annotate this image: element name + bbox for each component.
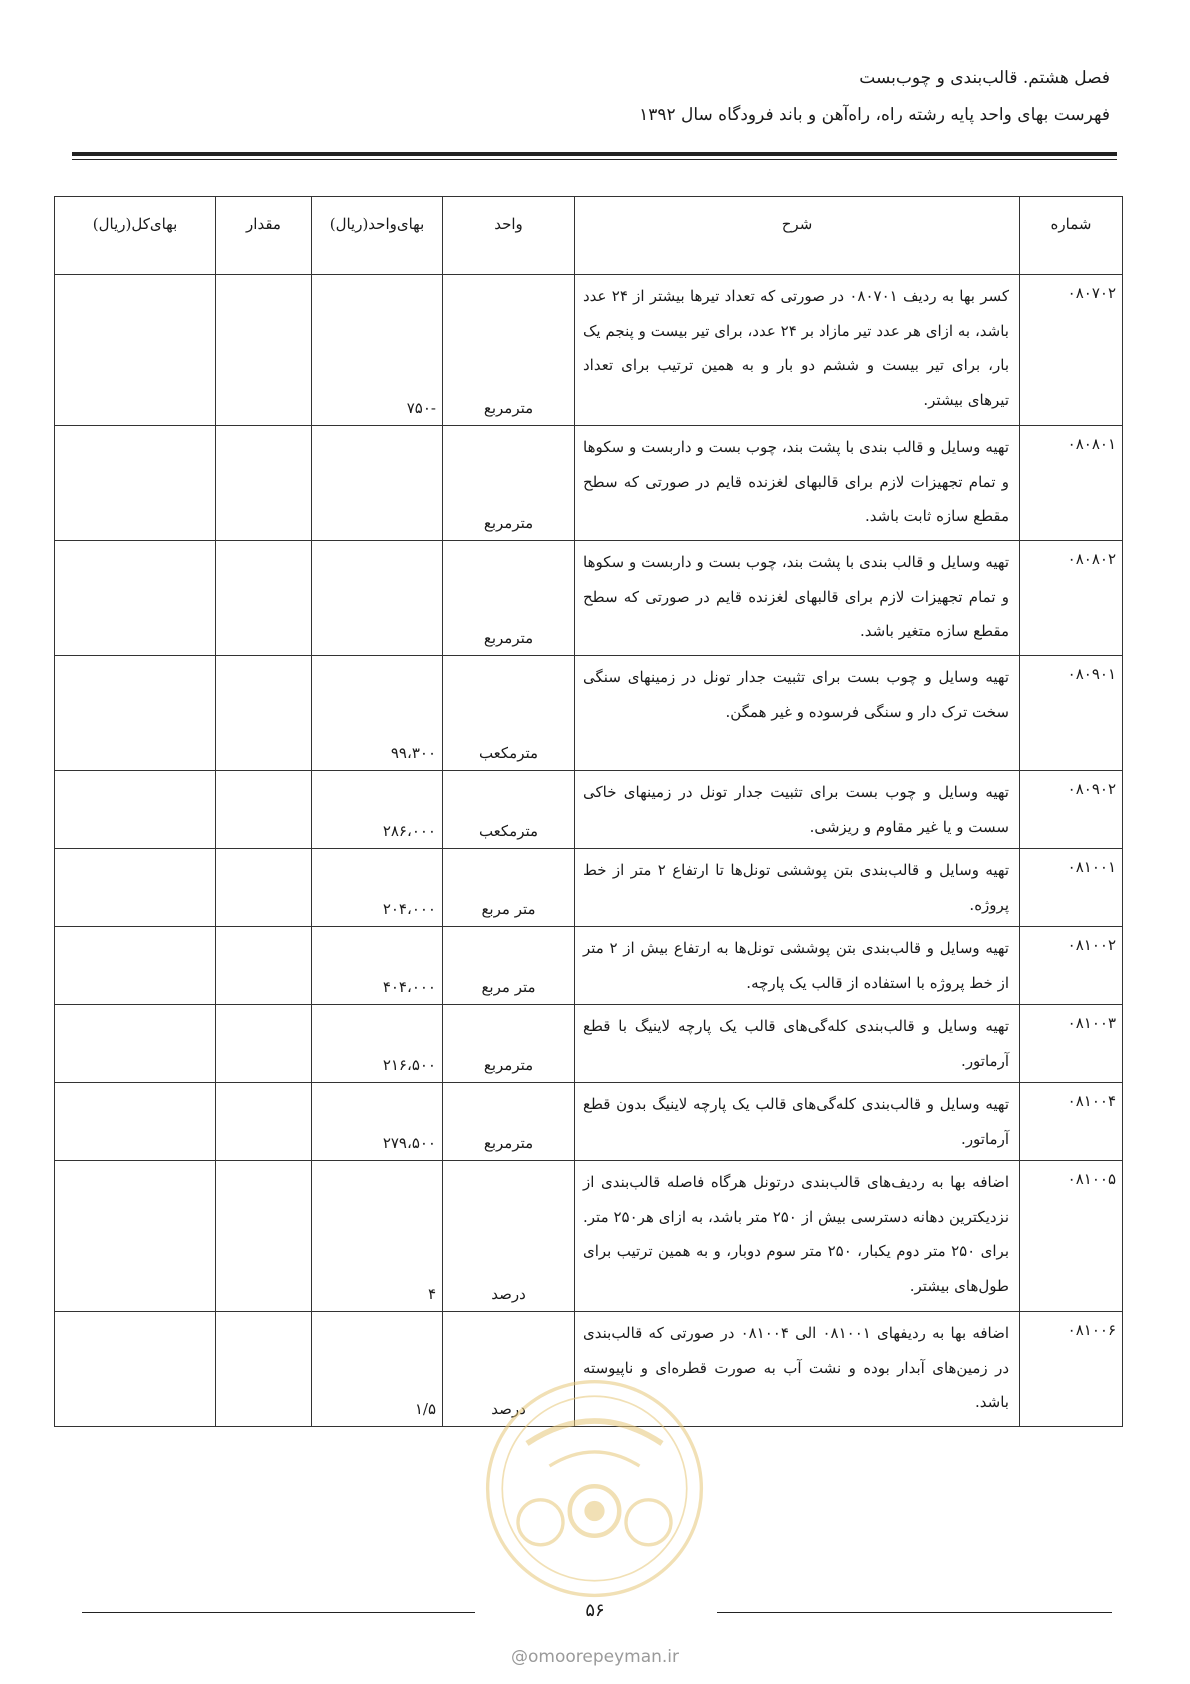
item-unit: درصد xyxy=(443,1312,575,1427)
item-total-price xyxy=(55,1083,216,1161)
item-unit-price: ۲۷۹،۵۰۰ xyxy=(312,1083,443,1161)
column-header-total-price: بهای‌کل(ریال) xyxy=(55,197,216,275)
table-row xyxy=(55,1005,1123,1083)
item-unit: مترمربع xyxy=(443,275,575,426)
item-unit-price: ۲۰۴،۰۰۰ xyxy=(312,849,443,927)
item-number: ۰۸۱۰۰۶ xyxy=(1020,1312,1123,1427)
document-subtitle: فهرست بهای واحد پایه رشته راه، راه‌آهن و باند فرودگاه سال ۱۳۹۲ xyxy=(639,105,1110,125)
table-header-row xyxy=(55,197,1123,275)
item-quantity xyxy=(216,1312,312,1427)
item-unit: درصد xyxy=(443,1161,575,1312)
item-total-price xyxy=(55,849,216,927)
item-number: ۰۸۱۰۰۳ xyxy=(1020,1005,1123,1083)
item-quantity xyxy=(216,1083,312,1161)
chapter-title: فصل هشتم. قالب‌بندی و چوب‌بست xyxy=(859,68,1110,88)
table-row xyxy=(55,849,1123,927)
column-header-description: شرح xyxy=(575,197,1020,275)
item-quantity xyxy=(216,771,312,849)
item-unit: مترمربع xyxy=(443,1005,575,1083)
item-unit-price: ۱/۵ xyxy=(312,1312,443,1427)
table-row xyxy=(55,1161,1123,1312)
header-rule-thick xyxy=(72,152,1117,156)
table-row xyxy=(55,275,1123,426)
item-description: تهیه وسایل و قالب‌بندی بتن پوششی تونل‌ها تا ارتفاع ۲ متر از خط پروژه. xyxy=(575,849,1020,927)
footer-rule-left xyxy=(82,1612,475,1613)
item-number: ۰۸۰۸۰۲ xyxy=(1020,541,1123,656)
item-quantity xyxy=(216,1005,312,1083)
item-number: ۰۸۰۸۰۱ xyxy=(1020,426,1123,541)
item-description: تهیه وسایل و قالب‌بندی بتن پوششی تونل‌ها به ارتفاع بیش از ۲ متر از خط پروژه با استفاده از قالب یک پارچه. xyxy=(575,927,1020,1005)
item-description: تهیه وسایل و چوب بست برای تثبیت جدار تونل در زمینهای سنگی سخت ترک دار و سنگی فرسوده و غیر همگن. xyxy=(575,656,1020,771)
page-number: ۵۶ xyxy=(585,1600,605,1621)
item-unit-price: ۴۰۴،۰۰۰ xyxy=(312,927,443,1005)
item-description: تهیه وسایل و قالب‌بندی کله‌گی‌های قالب یک پارچه لاینیگ بدون قطع آرماتور. xyxy=(575,1083,1020,1161)
column-header-number: شماره xyxy=(1020,197,1123,275)
stamp-seal-icon xyxy=(482,1376,707,1601)
item-total-price xyxy=(55,1005,216,1083)
table-row xyxy=(55,1083,1123,1161)
item-number: ۰۸۰۹۰۲ xyxy=(1020,771,1123,849)
item-number: ۰۸۰۹۰۱ xyxy=(1020,656,1123,771)
price-list-table xyxy=(54,196,1123,1427)
item-unit: مترمربع xyxy=(443,1083,575,1161)
item-number: ۰۸۰۷۰۲ xyxy=(1020,275,1123,426)
item-description: تهیه وسایل و قالب بندی با پشت بند، چوب بست و داربست و سکوها و تمام تجهیزات لازم برای قالبهای لغزنده قایم در صورتی که سطح مقطع سازه ثابت باشد. xyxy=(575,426,1020,541)
table-row xyxy=(55,656,1123,771)
item-unit-price: -۷۵۰ xyxy=(312,275,443,426)
item-total-price xyxy=(55,1161,216,1312)
item-number: ۰۸۱۰۰۱ xyxy=(1020,849,1123,927)
item-unit: مترمکعب xyxy=(443,656,575,771)
item-quantity xyxy=(216,426,312,541)
item-description: تهیه وسایل و قالب بندی با پشت بند، چوب بست و داربست و سکوها و تمام تجهیزات لازم برای قالبهای لغزنده قایم در صورتی که سطح مقطع سازه متغیر باشد. xyxy=(575,541,1020,656)
item-total-price xyxy=(55,771,216,849)
item-unit-price xyxy=(312,426,443,541)
item-total-price xyxy=(55,541,216,656)
item-quantity xyxy=(216,275,312,426)
item-number: ۰۸۱۰۰۴ xyxy=(1020,1083,1123,1161)
item-total-price xyxy=(55,275,216,426)
item-total-price xyxy=(55,426,216,541)
item-unit: متر مربع xyxy=(443,927,575,1005)
item-description: اضافه بها به ردیف‌های قالب‌بندی درتونل هرگاه فاصله قالب‌بندی از نزدیکترین دهانه دسترسی بیش از ۲۵۰ متر باشد، به ازای هر۲۵۰ متر. برای ۲۵۰ متر دوم یکبار، ۲۵۰ متر سوم دوبار، و به همین ترتیب برای طول‌های بیشتر. xyxy=(575,1161,1020,1312)
item-description: تهیه وسایل و چوب بست برای تثبیت جدار تونل در زمینهای خاکی سست و یا غیر مقاوم و ریزشی. xyxy=(575,771,1020,849)
item-unit: متر مربع xyxy=(443,849,575,927)
item-total-price xyxy=(55,927,216,1005)
column-header-unit: واحد xyxy=(443,197,575,275)
item-unit-price: ۹۹،۳۰۰ xyxy=(312,656,443,771)
item-unit: مترمکعب xyxy=(443,771,575,849)
table-row xyxy=(55,927,1123,1005)
item-total-price xyxy=(55,656,216,771)
table-row xyxy=(55,771,1123,849)
footer-rule-right xyxy=(717,1612,1112,1613)
table-body xyxy=(55,275,1123,1427)
item-total-price xyxy=(55,1312,216,1427)
item-quantity xyxy=(216,541,312,656)
item-description: تهیه وسایل و قالب‌بندی کله‌گی‌های قالب یک پارچه لاینیگ با قطع آرماتور. xyxy=(575,1005,1020,1083)
item-quantity xyxy=(216,1161,312,1312)
item-number: ۰۸۱۰۰۲ xyxy=(1020,927,1123,1005)
item-unit: مترمربع xyxy=(443,541,575,656)
item-quantity xyxy=(216,849,312,927)
item-unit: مترمربع xyxy=(443,426,575,541)
watermark-text: @omoorepeyman.ir xyxy=(510,1647,680,1667)
item-description: اضافه بها به ردیفهای ۰۸۱۰۰۱ الی ۰۸۱۰۰۴ در صورتی که قالب‌بندی در زمین‌های آبدار بوده و نشت آب به صورت قطره‌ای و ناپیوسته باشد. xyxy=(575,1312,1020,1427)
item-unit-price: ۲۱۶،۵۰۰ xyxy=(312,1005,443,1083)
header-rule-thin xyxy=(72,159,1117,160)
column-header-quantity: مقدار xyxy=(216,197,312,275)
column-header-unit-price: بهای‌واحد(ریال) xyxy=(312,197,443,275)
item-unit-price: ۴ xyxy=(312,1161,443,1312)
item-unit-price: ۲۸۶،۰۰۰ xyxy=(312,771,443,849)
item-unit-price xyxy=(312,541,443,656)
item-number: ۰۸۱۰۰۵ xyxy=(1020,1161,1123,1312)
item-quantity xyxy=(216,927,312,1005)
item-description: کسر بها به ردیف ۰۸۰۷۰۱ در صورتی که تعداد تیرها بیشتر از ۲۴ عدد باشد، به ازای هر عدد تیر مازاد بر ۲۴ عدد، برای تیر بیست و پنجم یک بار، برای تیر بیست و ششم دو بار و به همین ترتیب برای تعداد تیرهای بیشتر. xyxy=(575,275,1020,426)
table-row xyxy=(55,426,1123,541)
item-quantity xyxy=(216,656,312,771)
table-row xyxy=(55,541,1123,656)
